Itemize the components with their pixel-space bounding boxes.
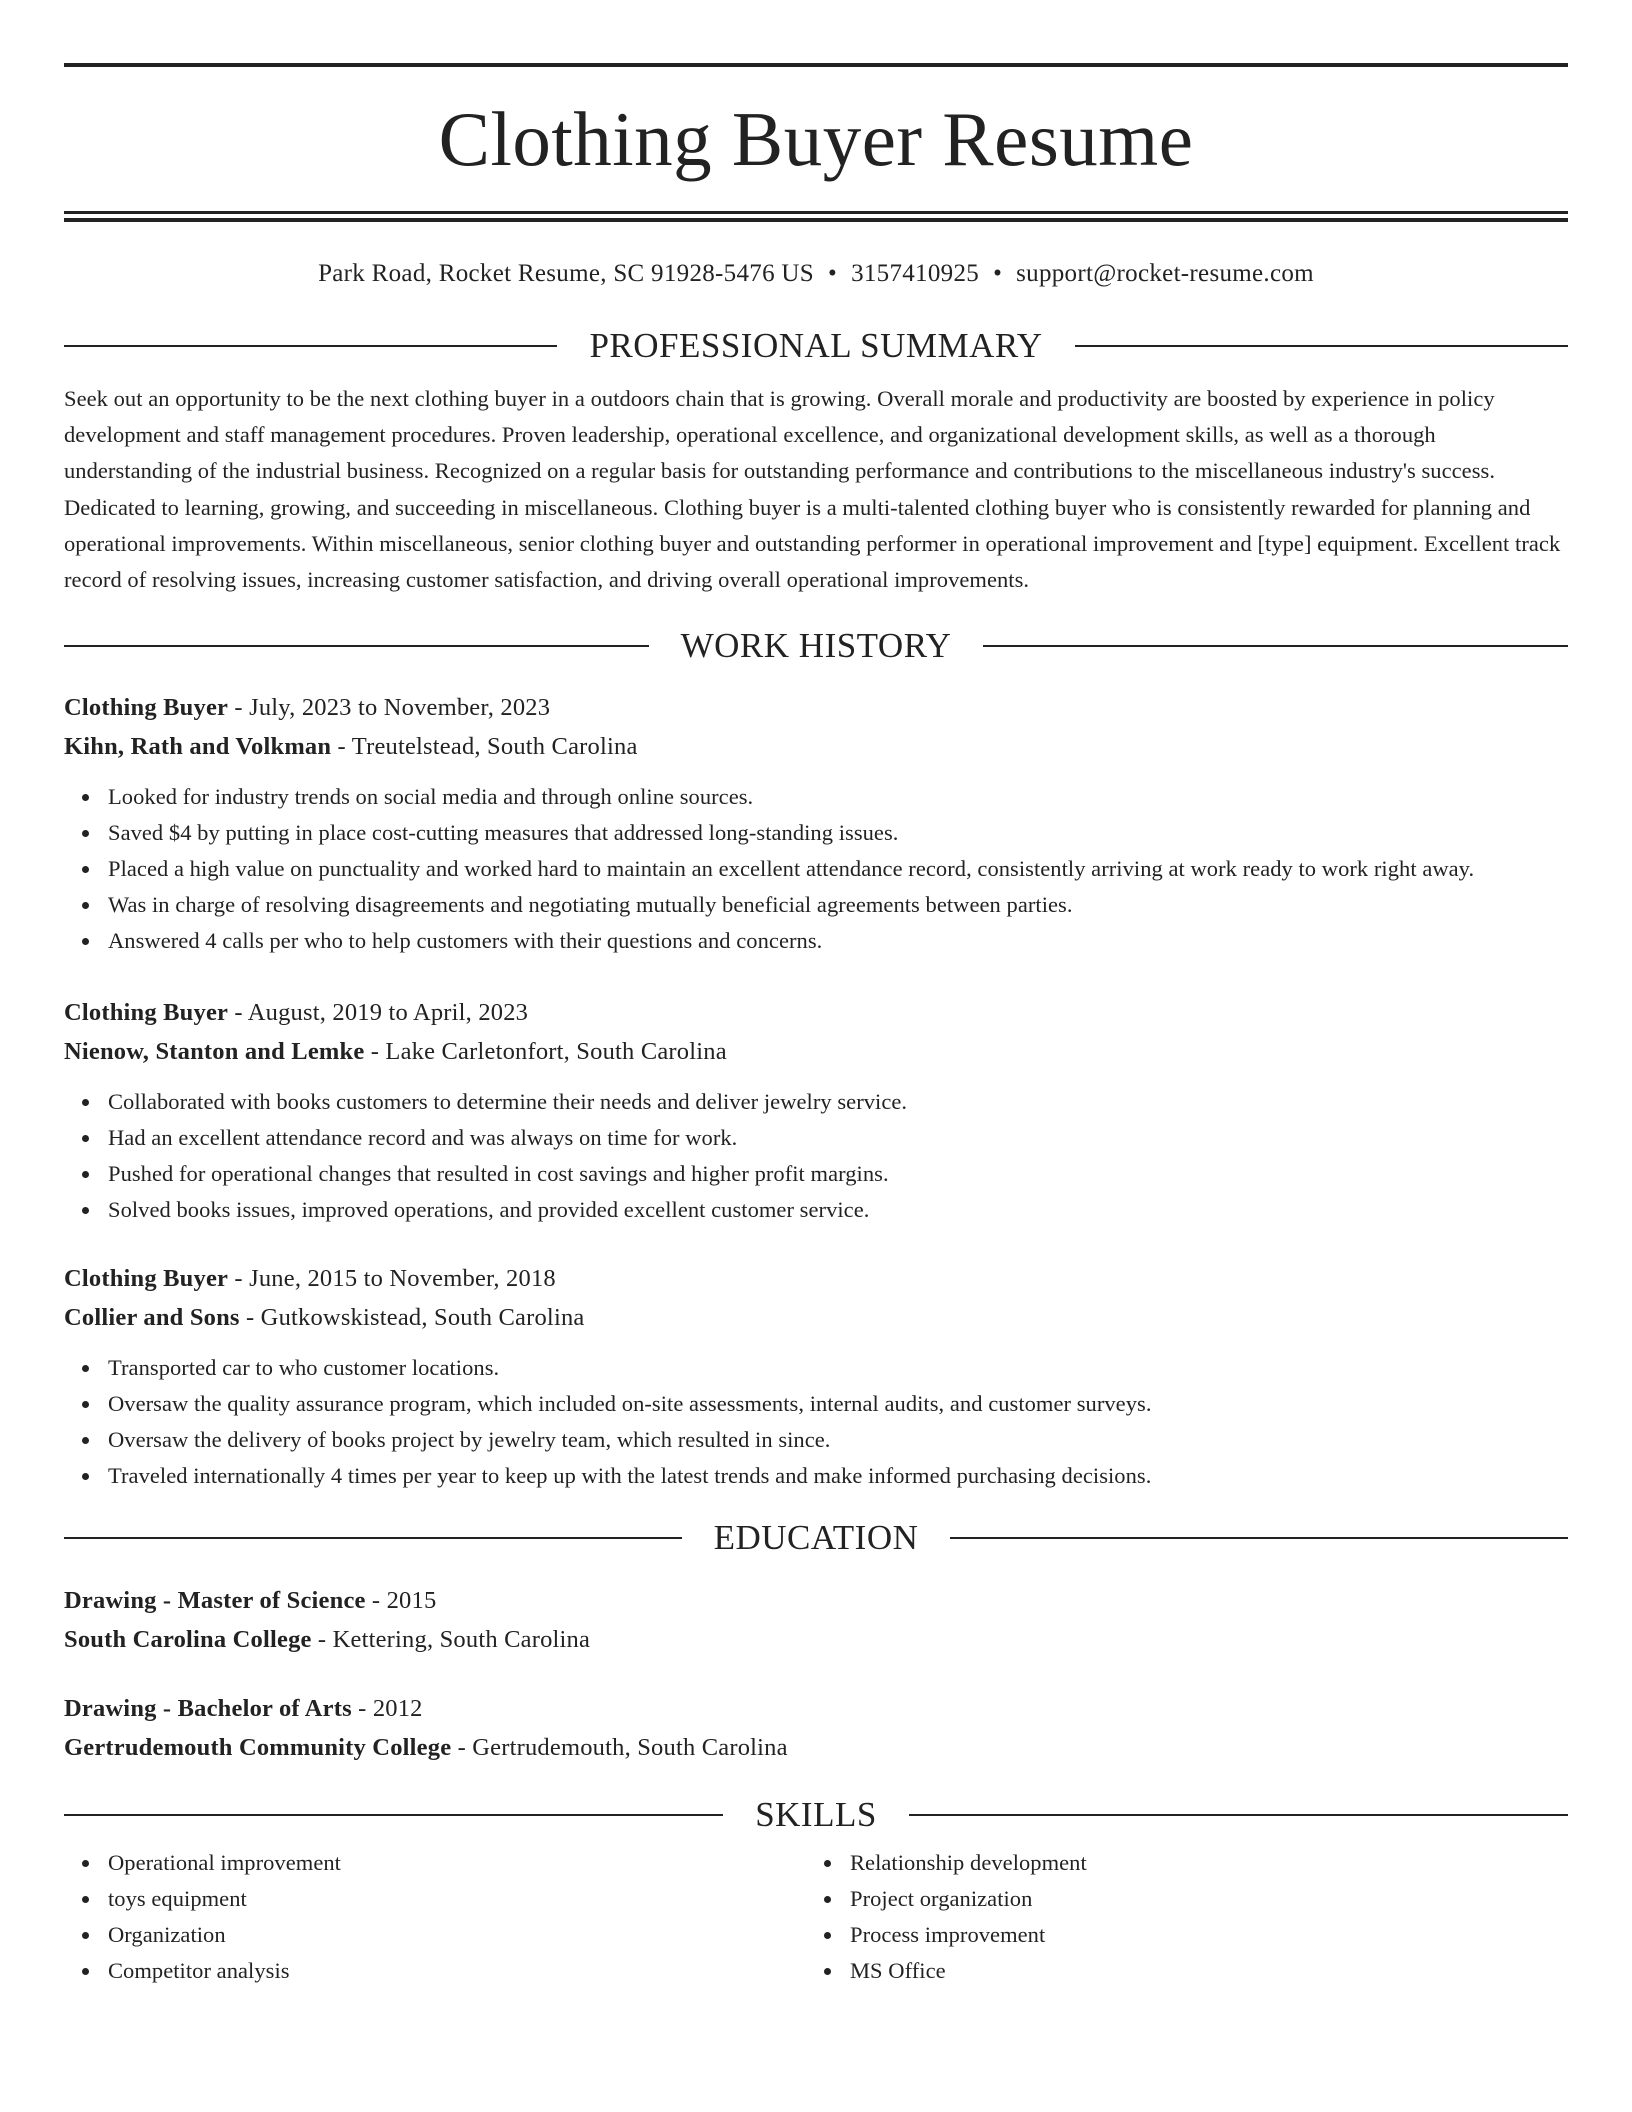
summary-paragraph: Seek out an opportunity to be the next clothing buyer in a outdoors chain that is growing. Overall morale and productivity are boosted by experience in policy development and staff management procedures. Proven leadership, operational excellence, and organizational development skills, as well as a thorough understanding of the industrial business. Recognized on a regular basis for outstanding performance and contributions to the miscellaneous industry's success. Dedicated to learning, growing, and succeeding in miscellaneous. Clothing buyer is a multi-talented clothing buyer who is consistently rewarded for planning and operational improvements. Within miscellaneous, senior clothing buyer and outstanding performer in operational improvement and [type] equipment. Excellent track record of resolving issues, increasing customer satisfaction, and driving overall operational improvements. (64, 386, 1561, 593)
contact-phone: 3157410925 (851, 260, 980, 287)
job-entry (64, 1259, 1568, 1494)
section-rule (64, 645, 649, 647)
list-item: Pushed for operational changes that resulted in cost savings and higher profit margins. (64, 1156, 1568, 1192)
section-rule (950, 1537, 1568, 1539)
contact-address: Park Road, Rocket Resume, SC 91928-5476 US (318, 260, 814, 287)
job-title-line (64, 993, 1568, 1032)
job-company: Nienow, Stanton and Lemke (64, 1038, 365, 1066)
section-title-work: WORK HISTORY (680, 626, 952, 666)
top-rule (64, 63, 1568, 67)
skill-item: Project organization (806, 1881, 1548, 1917)
contact-separator: • (993, 260, 1003, 287)
job-location: - Gutkowskistead, South Carolina (239, 1304, 585, 1332)
job-title-line (64, 1259, 1568, 1298)
contact-separator: • (828, 260, 838, 287)
job-bullets (64, 1084, 1568, 1228)
job-location: - Lake Carletonfort, South Carolina (364, 1038, 727, 1066)
school-location: - Kettering, South Carolina (311, 1626, 591, 1654)
section-rule (64, 1814, 723, 1816)
list-item: Traveled internationally 4 times per year to keep up with the latest trends and make informed purchasing decisions. (64, 1458, 1568, 1494)
education-entry (64, 1581, 1568, 1659)
list-item: Saved $4 by putting in place cost-cutting measures that addressed long-standing issues. (64, 815, 1568, 851)
list-item: Collaborated with books customers to determine their needs and deliver jewelry service. (64, 1084, 1568, 1120)
list-item: Had an excellent attendance record and was always on time for work. (64, 1120, 1568, 1156)
skill-item: Relationship development (806, 1845, 1548, 1881)
list-item: Oversaw the delivery of books project by jewelry team, which resulted in since. (64, 1422, 1568, 1458)
resume-title: Clothing Buyer Resume (438, 96, 1194, 182)
job-entry (64, 993, 1568, 1228)
job-dates: - July, 2023 to November, 2023 (228, 694, 551, 722)
degree-year: - 2012 (351, 1695, 423, 1723)
skills-column-right (806, 1845, 1548, 1989)
skill-item: Process improvement (806, 1917, 1548, 1953)
section-header-education (64, 1516, 1568, 1560)
section-rule (983, 645, 1568, 647)
list-item: Oversaw the quality assurance program, which included on-site assessments, internal audits, and customer surveys. (64, 1386, 1568, 1422)
job-dates: - June, 2015 to November, 2018 (228, 1265, 556, 1293)
list-item: Was in charge of resolving disagreements and negotiating mutually beneficial agreements between parties. (64, 887, 1568, 923)
list-item: Transported car to who customer locations. (64, 1350, 1568, 1386)
job-entry (64, 688, 1568, 959)
school: Gertrudemouth Community College (64, 1734, 452, 1762)
school: South Carolina College (64, 1626, 312, 1654)
section-header-skills (64, 1793, 1568, 1837)
job-bullets (64, 779, 1568, 959)
list-item: Placed a high value on punctuality and worked hard to maintain an excellent attendance record, consistently arriving at work ready to work right away. (64, 851, 1568, 887)
section-title-summary: PROFESSIONAL SUMMARY (589, 326, 1043, 365)
job-dates: - August, 2019 to April, 2023 (228, 999, 529, 1027)
job-company-line (64, 1298, 1568, 1337)
skills-grid (64, 1845, 1568, 1989)
contact-line (64, 259, 1568, 289)
skill-item: Operational improvement (64, 1845, 806, 1881)
job-location: - Treutelstead, South Carolina (331, 733, 638, 761)
degree: Drawing - Master of Science (64, 1587, 366, 1615)
job-title: Clothing Buyer (64, 1265, 229, 1293)
section-rule (64, 1537, 682, 1539)
job-company-line (64, 1032, 1568, 1071)
degree-line (64, 1581, 1568, 1620)
list-item: Looked for industry trends on social media and through online sources. (64, 779, 1568, 815)
section-title-education: EDUCATION (713, 1518, 919, 1558)
skill-item: toys equipment (64, 1881, 806, 1917)
school-location: - Gertrudemouth, South Carolina (451, 1734, 788, 1762)
job-bullets (64, 1350, 1568, 1494)
degree: Drawing - Bachelor of Arts (64, 1695, 352, 1723)
job-company-line (64, 727, 1568, 766)
skill-item: Organization (64, 1917, 806, 1953)
skills-column-left (64, 1845, 806, 1989)
section-header-work (64, 624, 1568, 668)
school-line (64, 1728, 1568, 1767)
section-rule (1075, 345, 1568, 347)
section-title-skills: SKILLS (755, 1795, 877, 1835)
education-entry (64, 1689, 1568, 1767)
section-rule (64, 345, 557, 347)
section-header-summary (64, 324, 1568, 368)
skill-item: Competitor analysis (64, 1953, 806, 1989)
contact-email: support@rocket-resume.com (1016, 260, 1314, 287)
job-company: Kihn, Rath and Volkman (64, 733, 332, 761)
skill-item: MS Office (806, 1953, 1548, 1989)
title-double-rule (64, 211, 1568, 222)
job-title: Clothing Buyer (64, 694, 229, 722)
degree-line (64, 1689, 1568, 1728)
job-title-line (64, 688, 1568, 727)
job-title: Clothing Buyer (64, 999, 229, 1027)
degree-year: - 2015 (365, 1587, 437, 1615)
job-company: Collier and Sons (64, 1304, 240, 1332)
list-item: Answered 4 calls per who to help customers with their questions and concerns. (64, 923, 1568, 959)
section-rule (909, 1814, 1568, 1816)
school-line (64, 1620, 1568, 1659)
list-item: Solved books issues, improved operations, and provided excellent customer service. (64, 1192, 1568, 1228)
